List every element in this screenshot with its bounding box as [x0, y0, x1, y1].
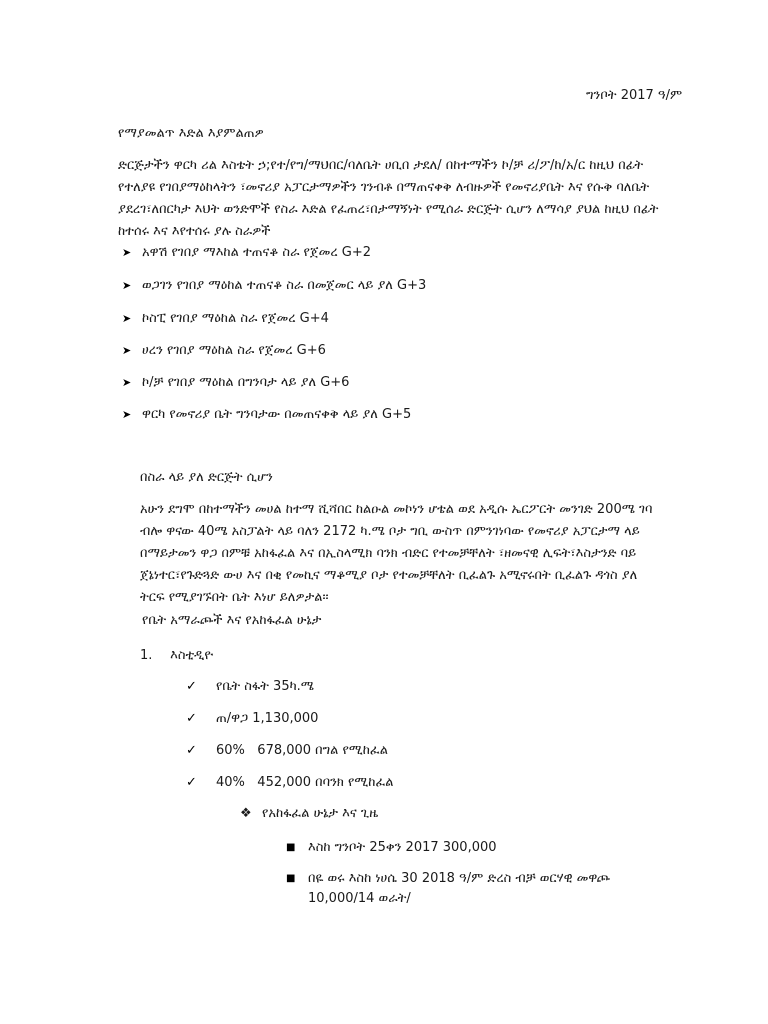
arrow-bullet-icon: ➤: [122, 344, 132, 357]
project-item: [122, 311, 329, 326]
project-item: [122, 278, 426, 293]
arrow-bullet-icon: ➤: [122, 279, 132, 292]
square-bullet-icon: ■: [286, 842, 296, 853]
project-label: አዋሽ የገበያ ማእከል ተጠናቆ ስራ የጀመረ G+2: [142, 245, 372, 260]
schedule-heading: የአከፋፈል ሁኔታ እና ጊዜ: [262, 806, 379, 821]
project-label: ዋርካ የመኖሪያ ቤት ግንባታው በመጠናቀቅ ላይ ያለ G+5: [142, 407, 412, 422]
section-heading: በስራ ላይ ያለ ድርጅት ሲሆን: [140, 470, 273, 485]
project-label: ኮ/ቻ የገበያ ማዕከል በግንባታ ላይ ያለ G+6: [142, 375, 350, 390]
detail-item: [186, 775, 393, 790]
project-label: ሀረን የገበያ ማዕከል ስራ የጀመረ G+6: [142, 343, 326, 358]
arrow-bullet-icon: ➤: [122, 408, 132, 421]
project-item: [122, 245, 371, 260]
project-item: [122, 407, 411, 422]
schedule-item: [286, 869, 610, 909]
option-name: እስቲዲዮ: [170, 648, 214, 663]
detail-item: [186, 743, 388, 758]
option-item: [140, 648, 213, 663]
detail-label: 60% 678,000 በግል የሚከፈል: [216, 743, 388, 758]
detail-item: [186, 679, 314, 694]
body-line: አሁን ደግሞ በከተማችን መሀል ከተማ ሺሻበር ከልዑል መኮነን ሆቴል ወደ አዲሱ ኤርፖርት መንገድ 200ሜ ገባ: [140, 502, 653, 517]
intro-paragraph: [118, 155, 698, 243]
intro-line: ያደረገ፣ለበርካታ እህት ወንድሞች የስራ እድል የፈጠረ፣በታማኝነት የሚሰራ ድርጅት ሲሆን ለማሳያ ያህል ከዚህ በፊት: [118, 202, 659, 217]
check-icon: ✓: [186, 775, 197, 790]
schedule-item: [286, 838, 497, 858]
detail-label: 40% 452,000 በባንክ የሚከፈል: [216, 775, 394, 790]
detail-label: የቤት ስፋት 35ካ.ሜ: [216, 679, 314, 694]
body-line: ጀኔነተር፣የጉድጓድ ውሀ እና በቂ የመኪና ማቆሚያ ቦታ የተመቻቸለት ቢፈልጉ አሚኖሩበት ቢፈልጉ ዳጎስ ያለ: [140, 568, 638, 583]
schedule-line: 10,000/14 ወራት/: [308, 891, 411, 906]
body-line: ብሎ ዋናው 40ሜ አስፓልት ላይ ባለን 2172 ካ.ሜ ቦታ ግቢ ውስጥ በምንገነባው የመኖሪያ አፓርታማ ላይ: [140, 524, 640, 539]
schedule-heading-item: [240, 806, 378, 821]
project-item: [122, 375, 349, 390]
option-number: 1.: [140, 648, 153, 663]
body-line: ትርፍ የሚያገኙበት ቤት እነሆ ይለዎታል፡፡: [140, 590, 329, 605]
schedule-line: በዬ ወሩ እስከ ነሀሴ 30 2018 ዓ/ም ድረስ ብቻ ወርሃዊ መዋጮ: [308, 871, 611, 886]
schedule-line: እስከ ግንቦት 25ቀን 2017 300,000: [308, 840, 497, 855]
project-item: [122, 343, 326, 358]
check-icon: ✓: [186, 711, 197, 726]
project-label: ወጋገን የገበያ ማዕከል ተጠናቆ ስራ በመጀመር ላይ ያለ G+3: [142, 278, 427, 293]
check-icon: ✓: [186, 743, 197, 758]
intro-line: የተለያዩ የገበያማዕከላትን ፣መኖሪያ አፓርታማዎችን ገንብቶ በማጠናቀቅ ለብዙዎች የመኖሪያቤት እና የሱቅ ባለቤት: [118, 180, 650, 195]
check-icon: ✓: [186, 679, 197, 694]
arrow-bullet-icon: ➤: [122, 376, 132, 389]
intro-line: ድርጅታችን ዋርካ ሪል እስቴት ኃ;የተ/የግ/ማህበር/ባለቤት ሀቢበ ታደለ/ በከተማችን ኮ/ቻ ሪ/ፖ/ከ/አ/ር ከዚህ በፊት: [118, 158, 644, 173]
detail-item: [186, 711, 318, 726]
detail-label: ጠ/ዋጋ 1,130,000: [216, 711, 319, 726]
square-bullet-icon: ■: [286, 873, 296, 884]
diamond-cross-icon: ❖: [240, 806, 252, 821]
project-label: ኮስፒ የገበያ ማዕከል ስራ የጀመረ G+4: [142, 311, 329, 326]
intro-line: ከተሰሩ እና እየተሰሩ ያሉ ስራዎች: [118, 224, 271, 239]
document-heading: የማያመልጥ እድል እያምልጠዎ: [118, 126, 264, 141]
document-date: ግንቦት 2017 ዓ/ም: [586, 88, 683, 103]
body-paragraph: [140, 499, 700, 609]
arrow-bullet-icon: ➤: [122, 312, 132, 325]
body-line: በማይታመን ዋጋ በምቹ አከፋፈል እና በኢስላሚክ ባንክ ብድር የተመቻቸለት ፣ዘመናዊ ሊፍት፣እስታንድ ባይ: [140, 546, 637, 561]
arrow-bullet-icon: ➤: [122, 246, 132, 259]
options-heading: የቤት አማራጮች እና የአከፋፈል ሁኔታ: [142, 613, 322, 628]
